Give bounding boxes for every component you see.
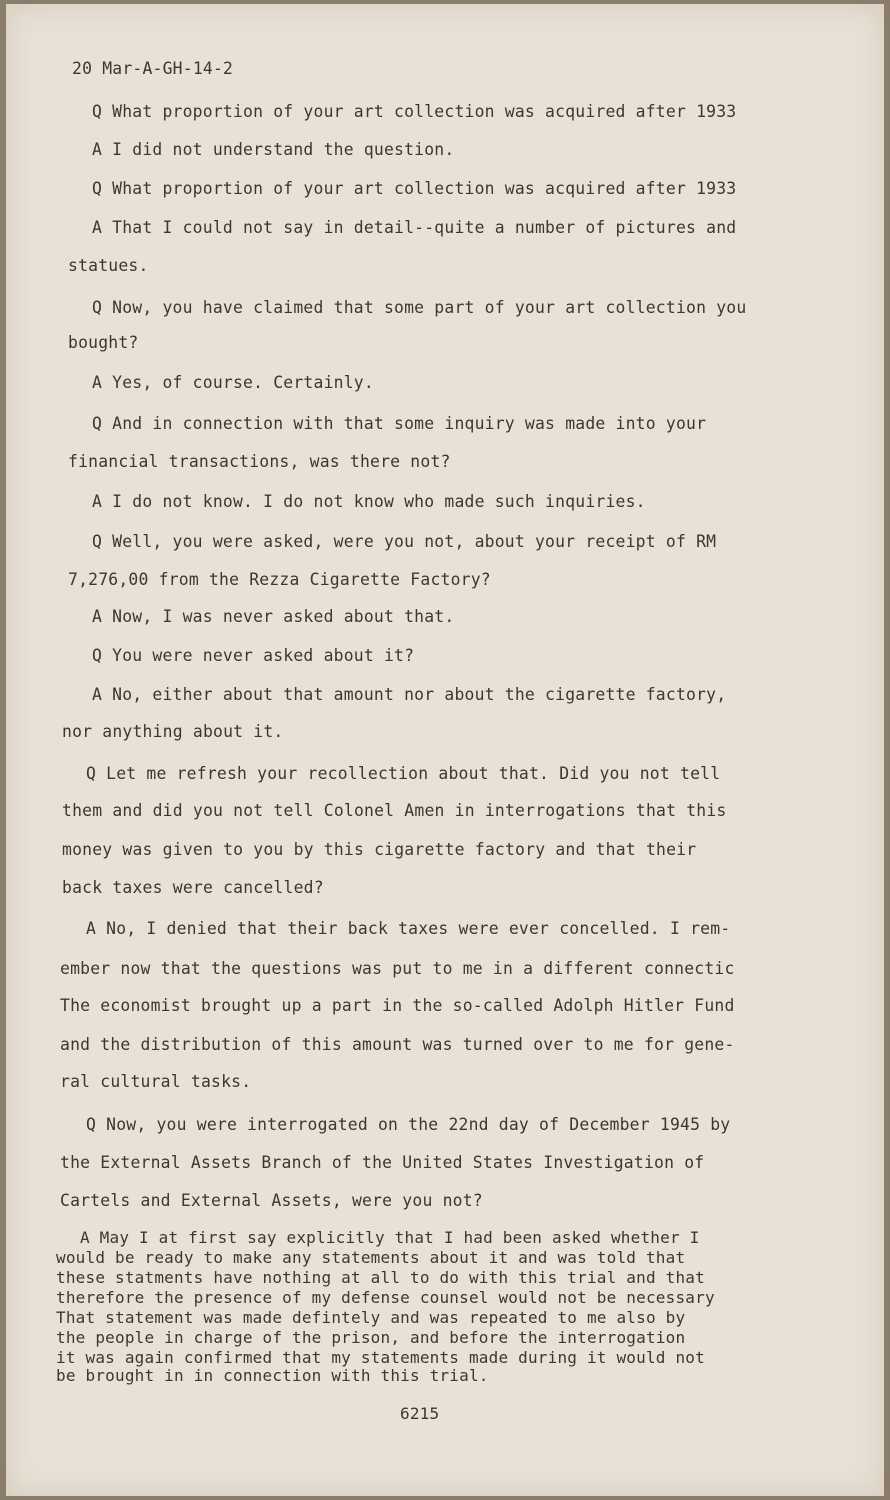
page-header: 20 Mar-A-GH-14-2 bbox=[72, 59, 234, 78]
text-line: money was given to you by this cigarette factory and that their bbox=[62, 840, 697, 859]
text-line: Q Let me refresh your recollection about that. Did you not tell bbox=[86, 764, 721, 783]
text-line: the people in charge of the prison, and before the interrogation bbox=[56, 1328, 686, 1347]
text-line: That statement was made defintely and was repeated to me also by bbox=[56, 1308, 686, 1327]
text-line: A No, I denied that their back taxes were ever concelled. I rem- bbox=[86, 919, 731, 938]
text-line: would be ready to make any statements about it and was told that bbox=[56, 1248, 686, 1267]
text-line: A I did not understand the question. bbox=[92, 140, 455, 159]
text-line: Q Now, you were interrogated on the 22nd day of December 1945 by bbox=[86, 1115, 731, 1134]
text-line: bought? bbox=[68, 333, 139, 352]
text-line: Q What proportion of your art collection was acquired after 1933 bbox=[92, 179, 737, 198]
text-line: Q Now, you have claimed that some part of your art collection you bbox=[92, 298, 747, 317]
text-line: ember now that the questions was put to me in a different connectic bbox=[60, 959, 735, 978]
text-line: A Now, I was never asked about that. bbox=[92, 607, 455, 626]
text-line: be brought in in connection with this trial. bbox=[56, 1366, 489, 1385]
text-line: Q Well, you were asked, were you not, about your receipt of RM bbox=[92, 532, 717, 551]
text-line: these statments have nothing at all to do with this trial and that bbox=[56, 1268, 705, 1287]
text-line: A That I could not say in detail--quite a number of pictures and bbox=[92, 218, 737, 237]
text-line: Cartels and External Assets, were you not? bbox=[60, 1191, 483, 1210]
text-line: statues. bbox=[68, 256, 149, 275]
text-line: A I do not know. I do not know who made such inquiries. bbox=[92, 492, 646, 511]
text-line: 7,276,00 from the Rezza Cigarette Factory? bbox=[68, 570, 491, 589]
text-line: Q And in connection with that some inquiry was made into your bbox=[92, 414, 707, 433]
text-line: therefore the presence of my defense counsel would not be necessary bbox=[56, 1288, 715, 1307]
text-line: A May I at first say explicitly that I had been asked whether I bbox=[80, 1228, 700, 1247]
text-line: Q You were never asked about it? bbox=[92, 646, 415, 665]
document-page bbox=[6, 4, 884, 1496]
text-line: The economist brought up a part in the so-called Adolph Hitler Fund bbox=[60, 996, 735, 1015]
page-number: 6215 bbox=[400, 1404, 440, 1423]
text-line: and the distribution of this amount was turned over to me for gene- bbox=[60, 1035, 735, 1054]
text-line: them and did you not tell Colonel Amen in interrogations that this bbox=[62, 801, 727, 820]
text-line: Q What proportion of your art collection was acquired after 1933 bbox=[92, 102, 737, 121]
text-line: it was again confirmed that my statements made during it would not bbox=[56, 1348, 705, 1367]
text-line: financial transactions, was there not? bbox=[68, 452, 451, 471]
text-line: nor anything about it. bbox=[62, 722, 284, 741]
text-line: back taxes were cancelled? bbox=[62, 878, 324, 897]
text-line: A No, either about that amount nor about the cigarette factory, bbox=[92, 685, 727, 704]
text-line: the External Assets Branch of the United States Investigation of bbox=[60, 1153, 705, 1172]
text-line: ral cultural tasks. bbox=[60, 1072, 252, 1091]
text-line: A Yes, of course. Certainly. bbox=[92, 373, 374, 392]
